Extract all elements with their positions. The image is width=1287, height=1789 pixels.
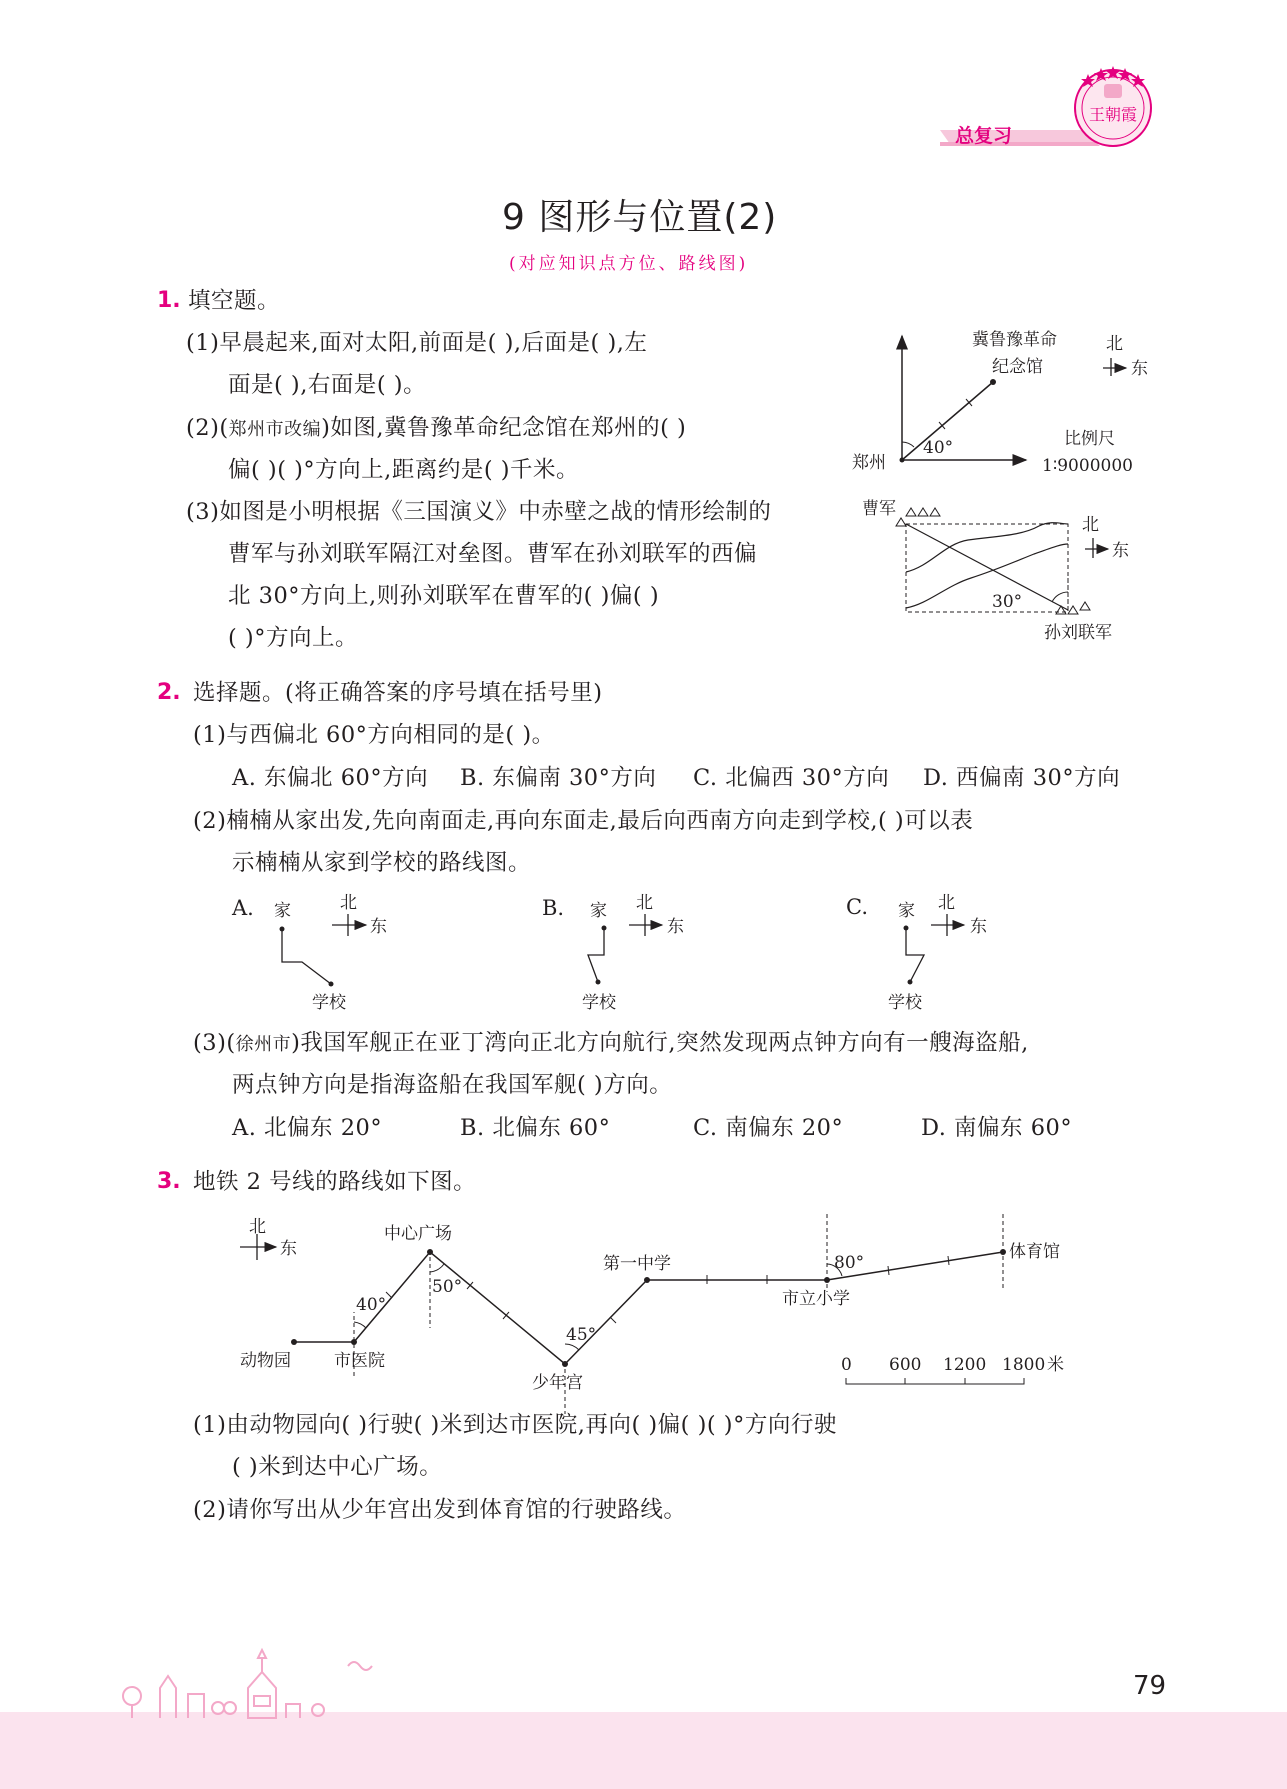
route-c-school: 学校	[888, 993, 922, 1013]
q1-p2-line2: 偏( )( )°方向上,距离约是( )千米。	[228, 457, 580, 483]
q2-p3-line1	[193, 1028, 1029, 1060]
section-label: 总复习	[955, 125, 1013, 147]
fig2-compass	[1082, 515, 1129, 561]
route-b-letter: B.	[542, 896, 565, 920]
fig1-museum-point	[990, 379, 996, 385]
q3-p1-line1: (1)由动物园向( )行驶( )米到达市医院,再向( )偏( )( )°方向行驶	[193, 1412, 837, 1438]
route-a-path	[282, 929, 331, 984]
map-angle-50: 50°	[432, 1277, 463, 1297]
q2-p2-line2: 示楠楠从家到学校的路线图。	[232, 850, 532, 876]
scale-tick-1800: 1800	[1002, 1355, 1046, 1375]
q3-p2: (2)请你写出从少年宫出发到体育馆的行驶路线。	[193, 1497, 687, 1523]
route-b-east: 东	[667, 917, 684, 937]
fig1-angle-label: 40°	[923, 438, 954, 458]
label-stadium: 体育馆	[1009, 1242, 1060, 1262]
route-a-letter: A.	[232, 896, 254, 920]
q3-heading: 地铁 2 号线的路线如下图。	[193, 1169, 477, 1195]
q2-p3-text: )我国军舰正在亚丁湾向正北方向航行,突然发现两点钟方向有一艘海盗船,	[291, 1030, 1029, 1056]
map-compass-east: 东	[280, 1239, 297, 1259]
q2-p3-option-a: A. 北偏东 20°	[232, 1115, 383, 1141]
fig2-angle-label: 30°	[992, 592, 1023, 612]
fig1-scale-label: 比例尺	[1064, 429, 1115, 449]
route-c-north: 北	[938, 893, 955, 913]
fig1-museum-label-1: 冀鲁豫革命	[972, 330, 1057, 350]
q1-p1-line2: 面是( ),右面是( )。	[228, 372, 427, 398]
station-primary-school	[824, 1277, 830, 1283]
scale-unit: 米	[1047, 1355, 1064, 1375]
q1-p3-line2: 曹军与孙刘联军隔江对垒图。曹军在孙刘联军的西偏	[228, 541, 758, 567]
fig1-compass-east: 东	[1131, 359, 1148, 379]
q2-p3-option-d: D. 南偏东 60°	[921, 1115, 1073, 1141]
route-a-north: 北	[340, 893, 357, 913]
station-hospital	[351, 1339, 357, 1345]
fig2-compass-north: 北	[1082, 515, 1099, 535]
fig2-cao-camp-icon	[896, 508, 940, 526]
page-title: 9 图形与位置(2)	[502, 197, 778, 238]
publisher-logo	[1068, 62, 1158, 152]
scale-tick-0: 0	[841, 1355, 852, 1375]
scale-tick-600: 600	[889, 1355, 922, 1375]
route-a-home: 家	[274, 901, 291, 921]
q2-heading: 选择题。(将正确答案的序号填在括号里)	[193, 680, 603, 706]
station-zoo	[291, 1339, 297, 1345]
q2-p1: (1)与西偏北 60°方向相同的是( )。	[193, 722, 555, 748]
q2-p1-option-b: B. 东偏南 30°方向	[460, 765, 657, 791]
page-number: 79	[1133, 1671, 1167, 1701]
page-subtitle: (对应知识点方位、路线图)	[509, 254, 749, 274]
fig2-river-bank-2	[906, 544, 1068, 608]
fig1-origin-point	[900, 458, 905, 463]
q1-p2-prefix: (2)(	[186, 415, 229, 441]
q2-p3-line2: 两点钟方向是指海盗船在我国军舰( )方向。	[232, 1072, 673, 1098]
route-a-school: 学校	[312, 993, 346, 1013]
q2-p3-source: 徐州市	[235, 1034, 292, 1055]
fig2-direction-line	[906, 524, 1068, 610]
q1-number: 1.	[157, 288, 181, 313]
zhengzhou-direction-figure	[850, 330, 1170, 480]
station-stadium	[1000, 1249, 1006, 1255]
station-first-middle-school	[644, 1277, 650, 1283]
label-youth-palace: 少年宫	[532, 1373, 583, 1393]
station-youth-palace	[562, 1361, 568, 1367]
route-option-b	[538, 892, 718, 1012]
map-angle-80: 80°	[834, 1253, 865, 1273]
label-hospital: 市医院	[334, 1351, 385, 1371]
fig1-scale-value: 1∶9000000	[1042, 456, 1133, 476]
route-c-home: 家	[898, 901, 915, 921]
fig1-museum-label-2: 纪念馆	[992, 357, 1043, 377]
label-center-square: 中心广场	[384, 1224, 452, 1244]
label-zoo: 动物园	[240, 1351, 291, 1371]
route-b-path	[588, 928, 604, 982]
red-cliffs-figure	[856, 496, 1156, 646]
fig2-sunliu-label: 孙刘联军	[1044, 623, 1112, 643]
q1-p3-line3: 北 30°方向上,则孙刘联军在曹军的( )偏( )	[228, 583, 660, 609]
q1-p3-line4: ( )°方向上。	[228, 625, 358, 651]
footer-band	[0, 1712, 1287, 1789]
q2-p1-option-a: A. 东偏北 60°方向	[232, 765, 429, 791]
subway-route-map	[230, 1212, 1090, 1402]
q2-p1-option-d: D. 西偏南 30°方向	[923, 765, 1121, 791]
q3-p1-line2: ( )米到达中心广场。	[232, 1454, 443, 1480]
q1-heading: 填空题。	[188, 288, 281, 314]
q2-p3-prefix: (3)(	[193, 1030, 236, 1056]
q1-p1-line1: (1)早晨起来,面对太阳,前面是( ),后面是( ),左	[186, 330, 648, 356]
q3-number: 3.	[157, 1169, 181, 1194]
fig2-compass-east: 东	[1112, 541, 1129, 561]
fig2-river-bank-1	[906, 523, 1068, 572]
fig1-compass	[1103, 334, 1148, 379]
label-primary-school: 市立小学	[782, 1289, 850, 1309]
route-c-east: 东	[970, 917, 987, 937]
q1-p2-line1	[186, 413, 686, 445]
map-scale-bar	[841, 1355, 1064, 1384]
route-b-north: 北	[636, 893, 653, 913]
scale-tick-1200: 1200	[943, 1355, 987, 1375]
map-angle-45: 45°	[566, 1325, 597, 1345]
q2-p1-option-c: C. 北偏西 30°方向	[693, 765, 890, 791]
fig1-origin-label: 郑州	[852, 453, 886, 473]
route-option-a	[228, 892, 408, 1012]
q2-number: 2.	[157, 680, 181, 705]
fig2-sunliu-camp-icon	[1056, 602, 1090, 614]
fig2-cao-label: 曹军	[862, 499, 896, 519]
route-option-c	[842, 892, 1022, 1012]
q1-p2-text: )如图,冀鲁豫革命纪念馆在郑州的( )	[321, 415, 687, 441]
route-b-school: 学校	[582, 993, 616, 1013]
route-b-home: 家	[590, 901, 607, 921]
q1-p2-source: 郑州市改编	[228, 419, 322, 440]
q1-p3-line1: (3)如图是小明根据《三国演义》中赤壁之战的情形绘制的	[186, 499, 772, 525]
map-angle-40: 40°	[356, 1295, 387, 1315]
route-c-letter: C.	[846, 895, 868, 919]
route-c-path	[906, 928, 924, 982]
map-compass-north: 北	[249, 1217, 266, 1237]
route-a-east: 东	[370, 917, 387, 937]
svg-text:王朝霞: 王朝霞	[1088, 105, 1138, 124]
map-compass	[240, 1217, 297, 1260]
fig1-compass-north: 北	[1106, 334, 1123, 354]
label-first-middle-school: 第一中学	[603, 1254, 671, 1274]
q2-p2-line1: (2)楠楠从家出发,先向南面走,再向东面走,最后向西南方向走到学校,( )可以表	[193, 808, 974, 834]
footer-town-decoration	[118, 1648, 408, 1720]
station-center-square	[427, 1249, 433, 1255]
q2-p3-option-b: B. 北偏东 60°	[460, 1115, 611, 1141]
q2-p3-option-c: C. 南偏东 20°	[693, 1115, 844, 1141]
